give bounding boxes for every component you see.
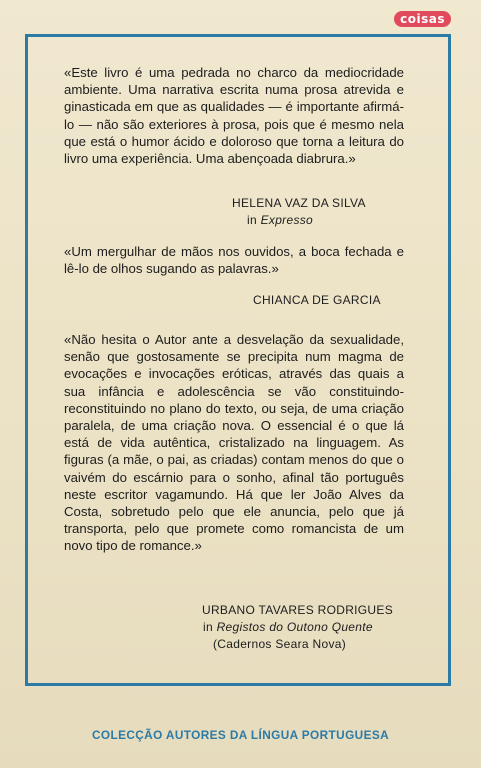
attribution-3-source — [203, 619, 373, 635]
collection-title: COLECÇÃO AUTORES DA LÍNGUA PORTUGUESA — [91, 728, 390, 742]
attribution-3-in: in — [203, 620, 213, 634]
review-quote-2: «Um mergulhar de mãos nos ouvidos, a boca fechada e lê-lo de olhos sugando as palavras.» — [64, 244, 404, 277]
attribution-2-name: CHIANCA DE GARCIA — [253, 293, 381, 307]
attribution-3-name: URBANO TAVARES RODRIGUES — [202, 603, 394, 617]
attribution-1-source — [247, 212, 313, 228]
attribution-1-in: in — [247, 213, 257, 227]
watermark-logo: coisas — [394, 11, 451, 27]
attribution-1-publication: Expresso — [260, 213, 314, 227]
review-quote-3: «Não hesita o Autor ante a desvelação da sexualidade, senão que gostosamente se precipita num magma de evocações e invocações eróticas, através das quais a sua infância e adolescência se vão constituindo-reconstituindo no plano do texto, ou seja, de uma criação paralela, de uma criação nova. O essencial é o que lá está de vida autêntica, cristalizado na linguagem. As figuras (a mãe, o pai, as criadas) contam menos do que o vaivém do escárnio para o sonho, afinal tão português neste escritor vagamundo. Há que ler João Alves da Costa, sobretudo pelo que ele anuncia, pelo que já transporta, pelo que promete como romancista de um novo tipo de romance.» — [64, 332, 404, 554]
attribution-3-publication: Registos do Outono Quente — [216, 620, 373, 634]
attribution-1-name: HELENA VAZ DA SILVA — [232, 196, 366, 210]
attribution-3-note: (Cadernos Seara Nova) — [213, 637, 347, 651]
review-quote-1: «Este livro é uma pedrada no charco da mediocridade ambiente. Uma narrativa escrita numa prosa atrevida e ginasticada em que as qualidades — é importante afirmá-lo — não são exteriores à prosa, pois que é mesmo nela que está o humor ácido e doloroso que torna a leitura do livro uma experiência. Uma abençoada diabrura.» — [64, 65, 404, 167]
